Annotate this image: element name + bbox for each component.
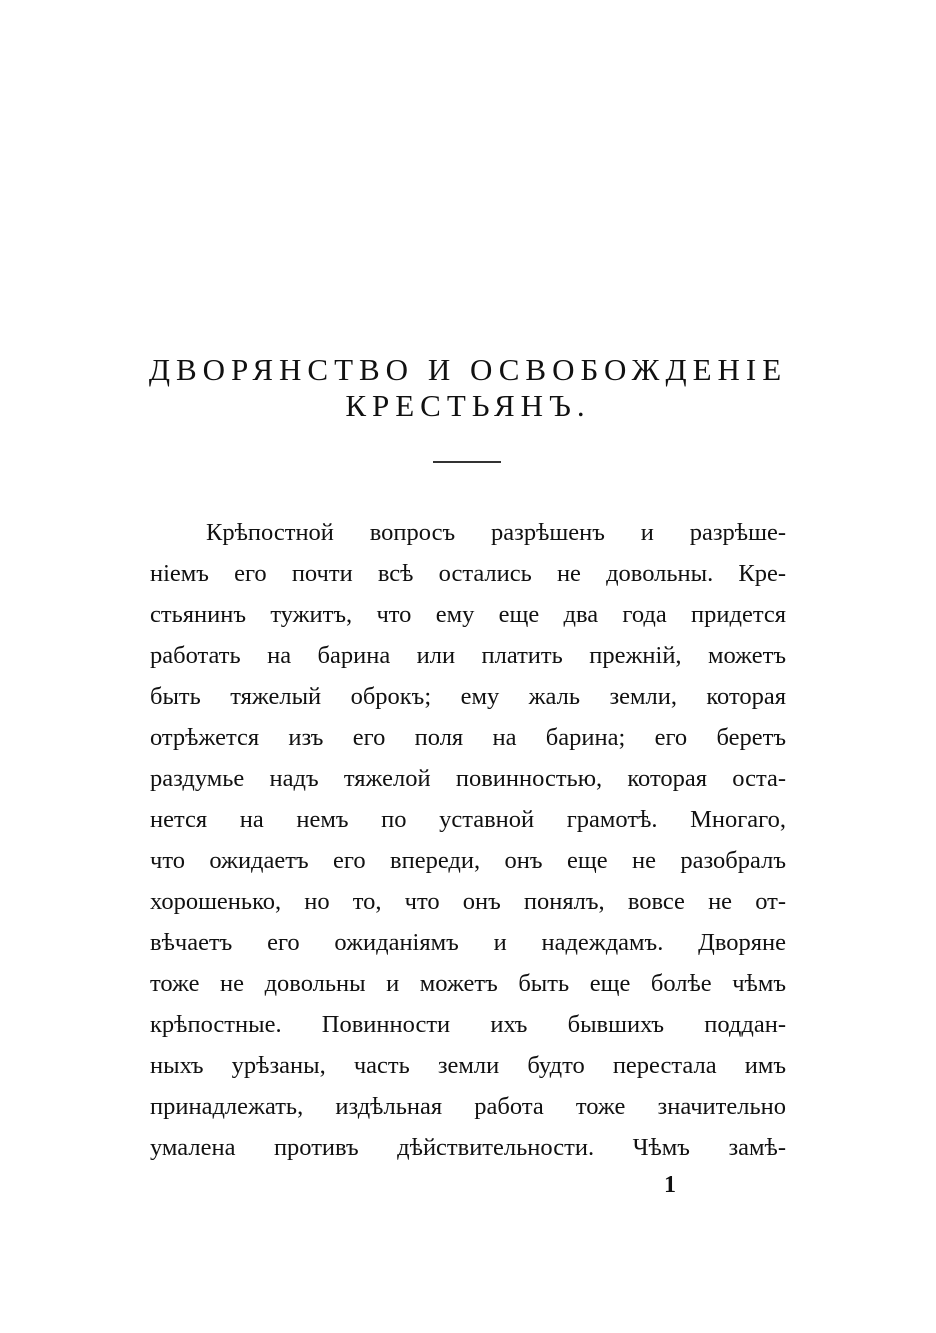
text-line: крѣпостные. Повинности ихъ бывшихъ поддан- [150,1011,786,1038]
chapter-title-line-2: КРЕСТЬЯНЪ. [345,388,591,423]
chapter-title-line-1: ДВОРЯНСТВО И ОСВОБОЖДЕНІЕ [148,352,788,387]
text-line: тоже не довольны и можетъ быть еще болѣе чѣмъ [150,970,786,997]
text-line: ныхъ урѣзаны, часть земли будто перестала имъ [150,1052,786,1079]
text-line: принадлежать, издѣльная работа тоже значительно [150,1093,786,1120]
text-line: отрѣжется изъ его поля на барина; его беретъ [150,724,786,751]
text-line: умалена противъ дѣйствительности. Чѣмъ замѣ- [150,1134,786,1161]
text-line: хорошенько, но то, что онъ понялъ, вовсе не от- [150,888,786,915]
text-line: стьянинъ тужитъ, что ему еще два года придется [150,601,786,628]
body-text [150,512,786,1168]
text-line: быть тяжелый оброкъ; ему жаль земли, которая [150,683,786,710]
text-line: вѣчаетъ его ожиданіямъ и надеждамъ. Дворяне [150,929,786,956]
text-line: ніемъ его почти всѣ остались не довольны. Кре- [150,560,786,587]
text-line: что ожидаетъ его впереди, онъ еще не разобралъ [150,847,786,874]
page-number: 1 [664,1172,676,1198]
text-line: работать на барина или платить прежній, можетъ [150,642,786,669]
text-line: нется на немъ по уставной грамотѣ. Многаго, [150,806,786,833]
text-line: Крѣпостной вопросъ разрѣшенъ и разрѣше- [206,519,786,546]
text-line: раздумье надъ тяжелой повинностью, которая оста- [150,765,786,792]
title-divider [433,461,501,463]
